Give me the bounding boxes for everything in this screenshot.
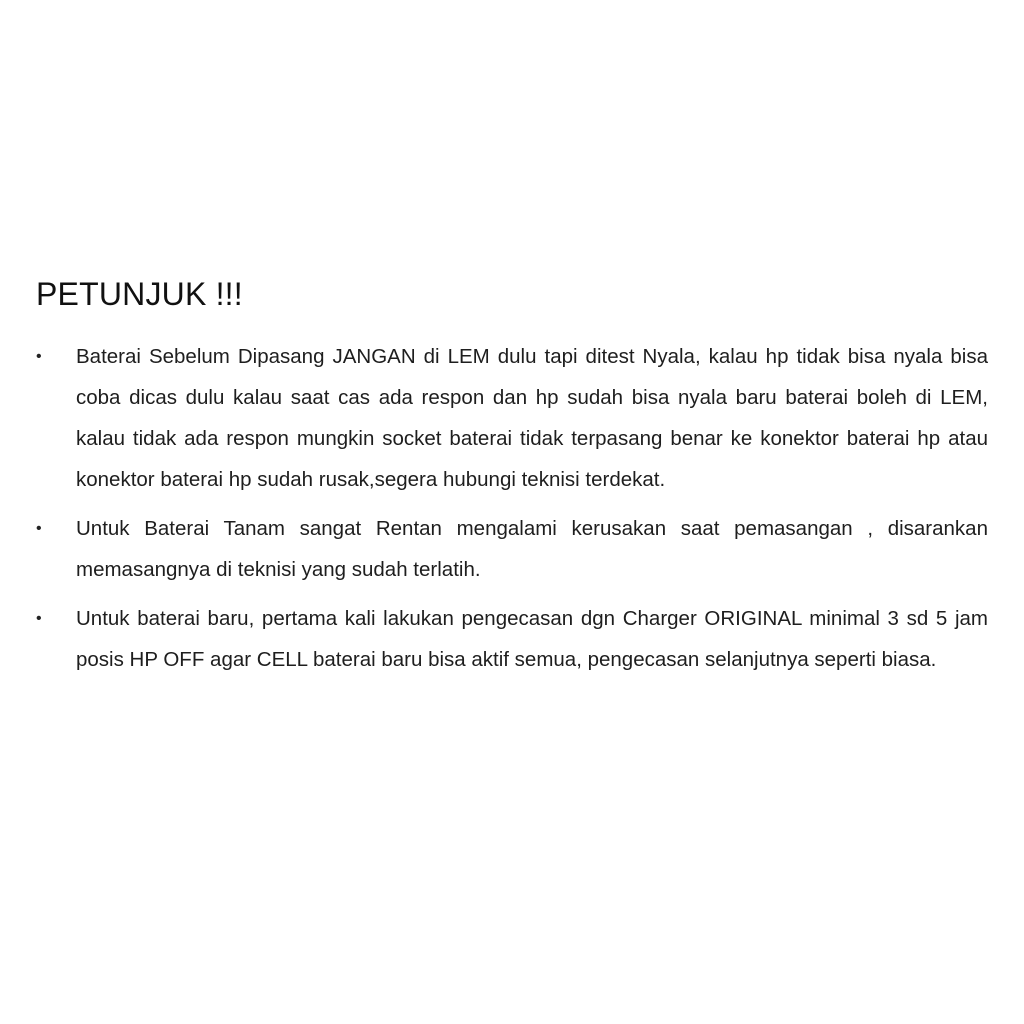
bullet-icon: • [36,348,42,365]
instruction-document [36,272,988,688]
list-item-text: Untuk baterai baru, pertama kali lakukan pengecasan dgn Charger ORIGINAL minimal 3 sd 5 jam posis HP OFF agar CELL baterai baru bisa aktif semua, pengecasan selanjutnya seperti biasa. [76,607,988,671]
bullet-icon: • [36,610,42,627]
list-item [36,508,988,590]
document-title: PETUNJUK !!! [36,276,243,312]
instruction-list [36,336,988,680]
list-item-text: Baterai Sebelum Dipasang JANGAN di LEM dulu tapi ditest Nyala, kalau hp tidak bisa nyala bisa coba dicas dulu kalau saat cas ada respon dan hp sudah bisa nyala baru baterai boleh di LEM, kalau tidak ada respon mungkin socket baterai tidak terpasang benar ke konektor baterai hp atau konektor baterai hp sudah rusak,segera hubungi teknisi terdekat. [76,345,988,491]
list-item [36,336,988,500]
bullet-icon: • [36,520,42,537]
list-item-text: Untuk Baterai Tanam sangat Rentan mengalami kerusakan saat pemasangan , disarankan memasangnya di teknisi yang sudah terlatih. [76,517,988,581]
list-item [36,598,988,680]
